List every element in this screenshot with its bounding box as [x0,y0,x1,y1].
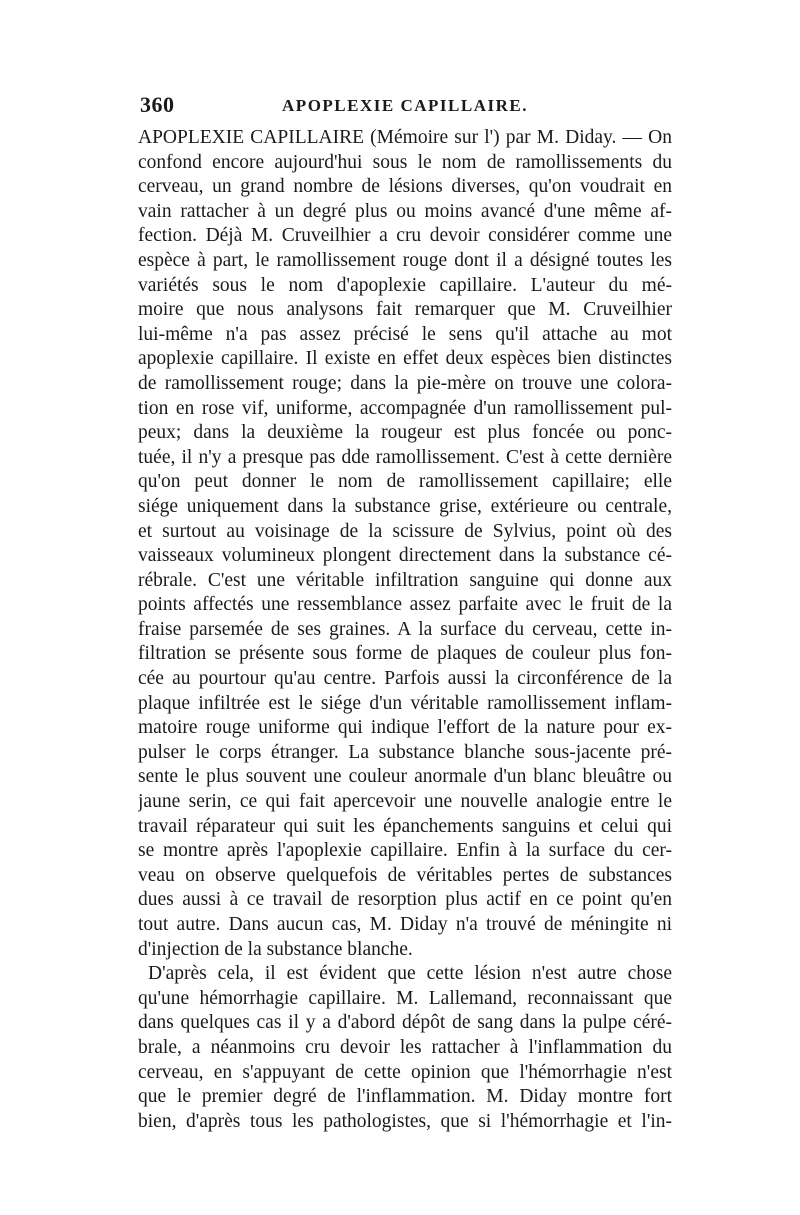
text-line: tion en rose vif, uniforme, accompagnée d'un ramollissement pul- [138,397,672,419]
text-line: plaque infiltrée est le siége d'un véritable ramollissement inflam- [138,692,672,714]
text-line: vain rattacher à un degré plus ou moins avancé d'une même af- [138,200,672,222]
text-line: espèce à part, le ramollissement rouge dont il a désigné toutes les [138,249,672,271]
text-line: filtration se présente sous forme de plaques de couleur plus fon- [138,643,672,665]
running-title: APOPLEXIE CAPILLAIRE. [282,96,528,115]
page-number: 360 [140,92,175,117]
text-line: fraise parsemée de ses graines. A la surface du cerveau, cette in- [138,618,672,640]
text-line: moire que nous analysons fait remarquer que M. Cruveilhier [138,299,672,321]
text-line: qu'on peut donner le nom de ramollissement capillaire; elle [138,471,672,493]
text-line: siége uniquement dans la substance grise, extérieure ou centrale, [138,495,672,517]
text-line: brale, a néanmoins cru devoir les rattacher à l'inflammation du [138,1036,672,1058]
text-line: que le premier degré de l'inflammation. M. Diday montre fort [138,1086,672,1108]
text-line: D'après cela, il est évident que cette lésion n'est autre chose [148,963,672,985]
text-line: rébrale. C'est une véritable infiltration sanguine qui donne aux [138,569,672,591]
text-line: de ramollissement rouge; dans la pie-mère on trouve une colora- [138,372,672,394]
text-line: apoplexie capillaire. Il existe en effet deux espèces bien distinctes [138,348,672,370]
text-line: vaisseaux volumineux plongent directement dans la substance cé- [138,545,672,567]
text-line: veau on observe quelquefois de véritables pertes de substances [138,864,672,886]
text-line: cerveau, en s'appuyant de cette opinion que l'hémorrhagie n'est [138,1061,672,1083]
text-line: cerveau, un grand nombre de lésions diverses, qu'on voudrait en [138,176,672,198]
running-head [140,92,670,122]
text-line: travail réparateur qui suit les épanchements sanguins et celui qui [138,815,672,837]
text-line: dues aussi à ce travail de resorption plus actif en ce point qu'en [138,889,672,911]
article-body [138,126,672,1134]
text-line: points affectés une ressemblance assez parfaite avec le fruit de la [138,594,672,616]
text-line: dans quelques cas il y a d'abord dépôt de sang dans la pulpe céré- [138,1012,672,1034]
text-line: d'injection de la substance blanche. [138,938,413,960]
text-line: et surtout au voisinage de la scissure de Sylvius, point où des [138,520,672,542]
text-line: bien, d'après tous les pathologistes, que si l'hémorrhagie et l'in- [138,1110,672,1132]
text-line: qu'une hémorrhagie capillaire. M. Lallemand, reconnaissant que [138,987,672,1009]
text-line: tuée, il n'y a presque pas dde ramollissement. C'est à cette dernière [138,446,672,468]
text-line: tout autre. Dans aucun cas, M. Diday n'a trouvé de méningite ni [138,914,672,935]
text-line: cée au pourtour qu'au centre. Parfois aussi la circonférence de la [138,668,672,690]
text-line: confond encore aujourd'hui sous le nom de ramollissements du [138,151,672,173]
text-line: variétés sous le nom d'apoplexie capillaire. L'auteur du mé- [138,274,672,296]
text-line: se montre après l'apoplexie capillaire. Enfin à la surface du cer- [138,840,672,862]
text-line: matoire rouge uniforme qui indique l'effort de la nature pour ex- [138,717,672,739]
text-line: peux; dans la deuxième la rougeur est plus foncée ou ponc- [138,422,672,444]
text-line: sente le plus souvent une couleur anormale d'un blanc bleuâtre ou [138,766,672,788]
text-line: APOPLEXIE CAPILLAIRE (Mémoire sur l') par M. Diday. — On [138,127,672,148]
text-line: lui-même n'a pas assez précisé le sens qu'il attache au mot [138,323,672,345]
text-line: fection. Déjà M. Cruveilhier a cru devoir considérer comme une [138,225,672,247]
text-line: pulser le corps étranger. La substance blanche sous-jacente pré- [138,741,672,763]
text-line: jaune serin, ce qui fait apercevoir une nouvelle analogie entre le [138,791,672,813]
